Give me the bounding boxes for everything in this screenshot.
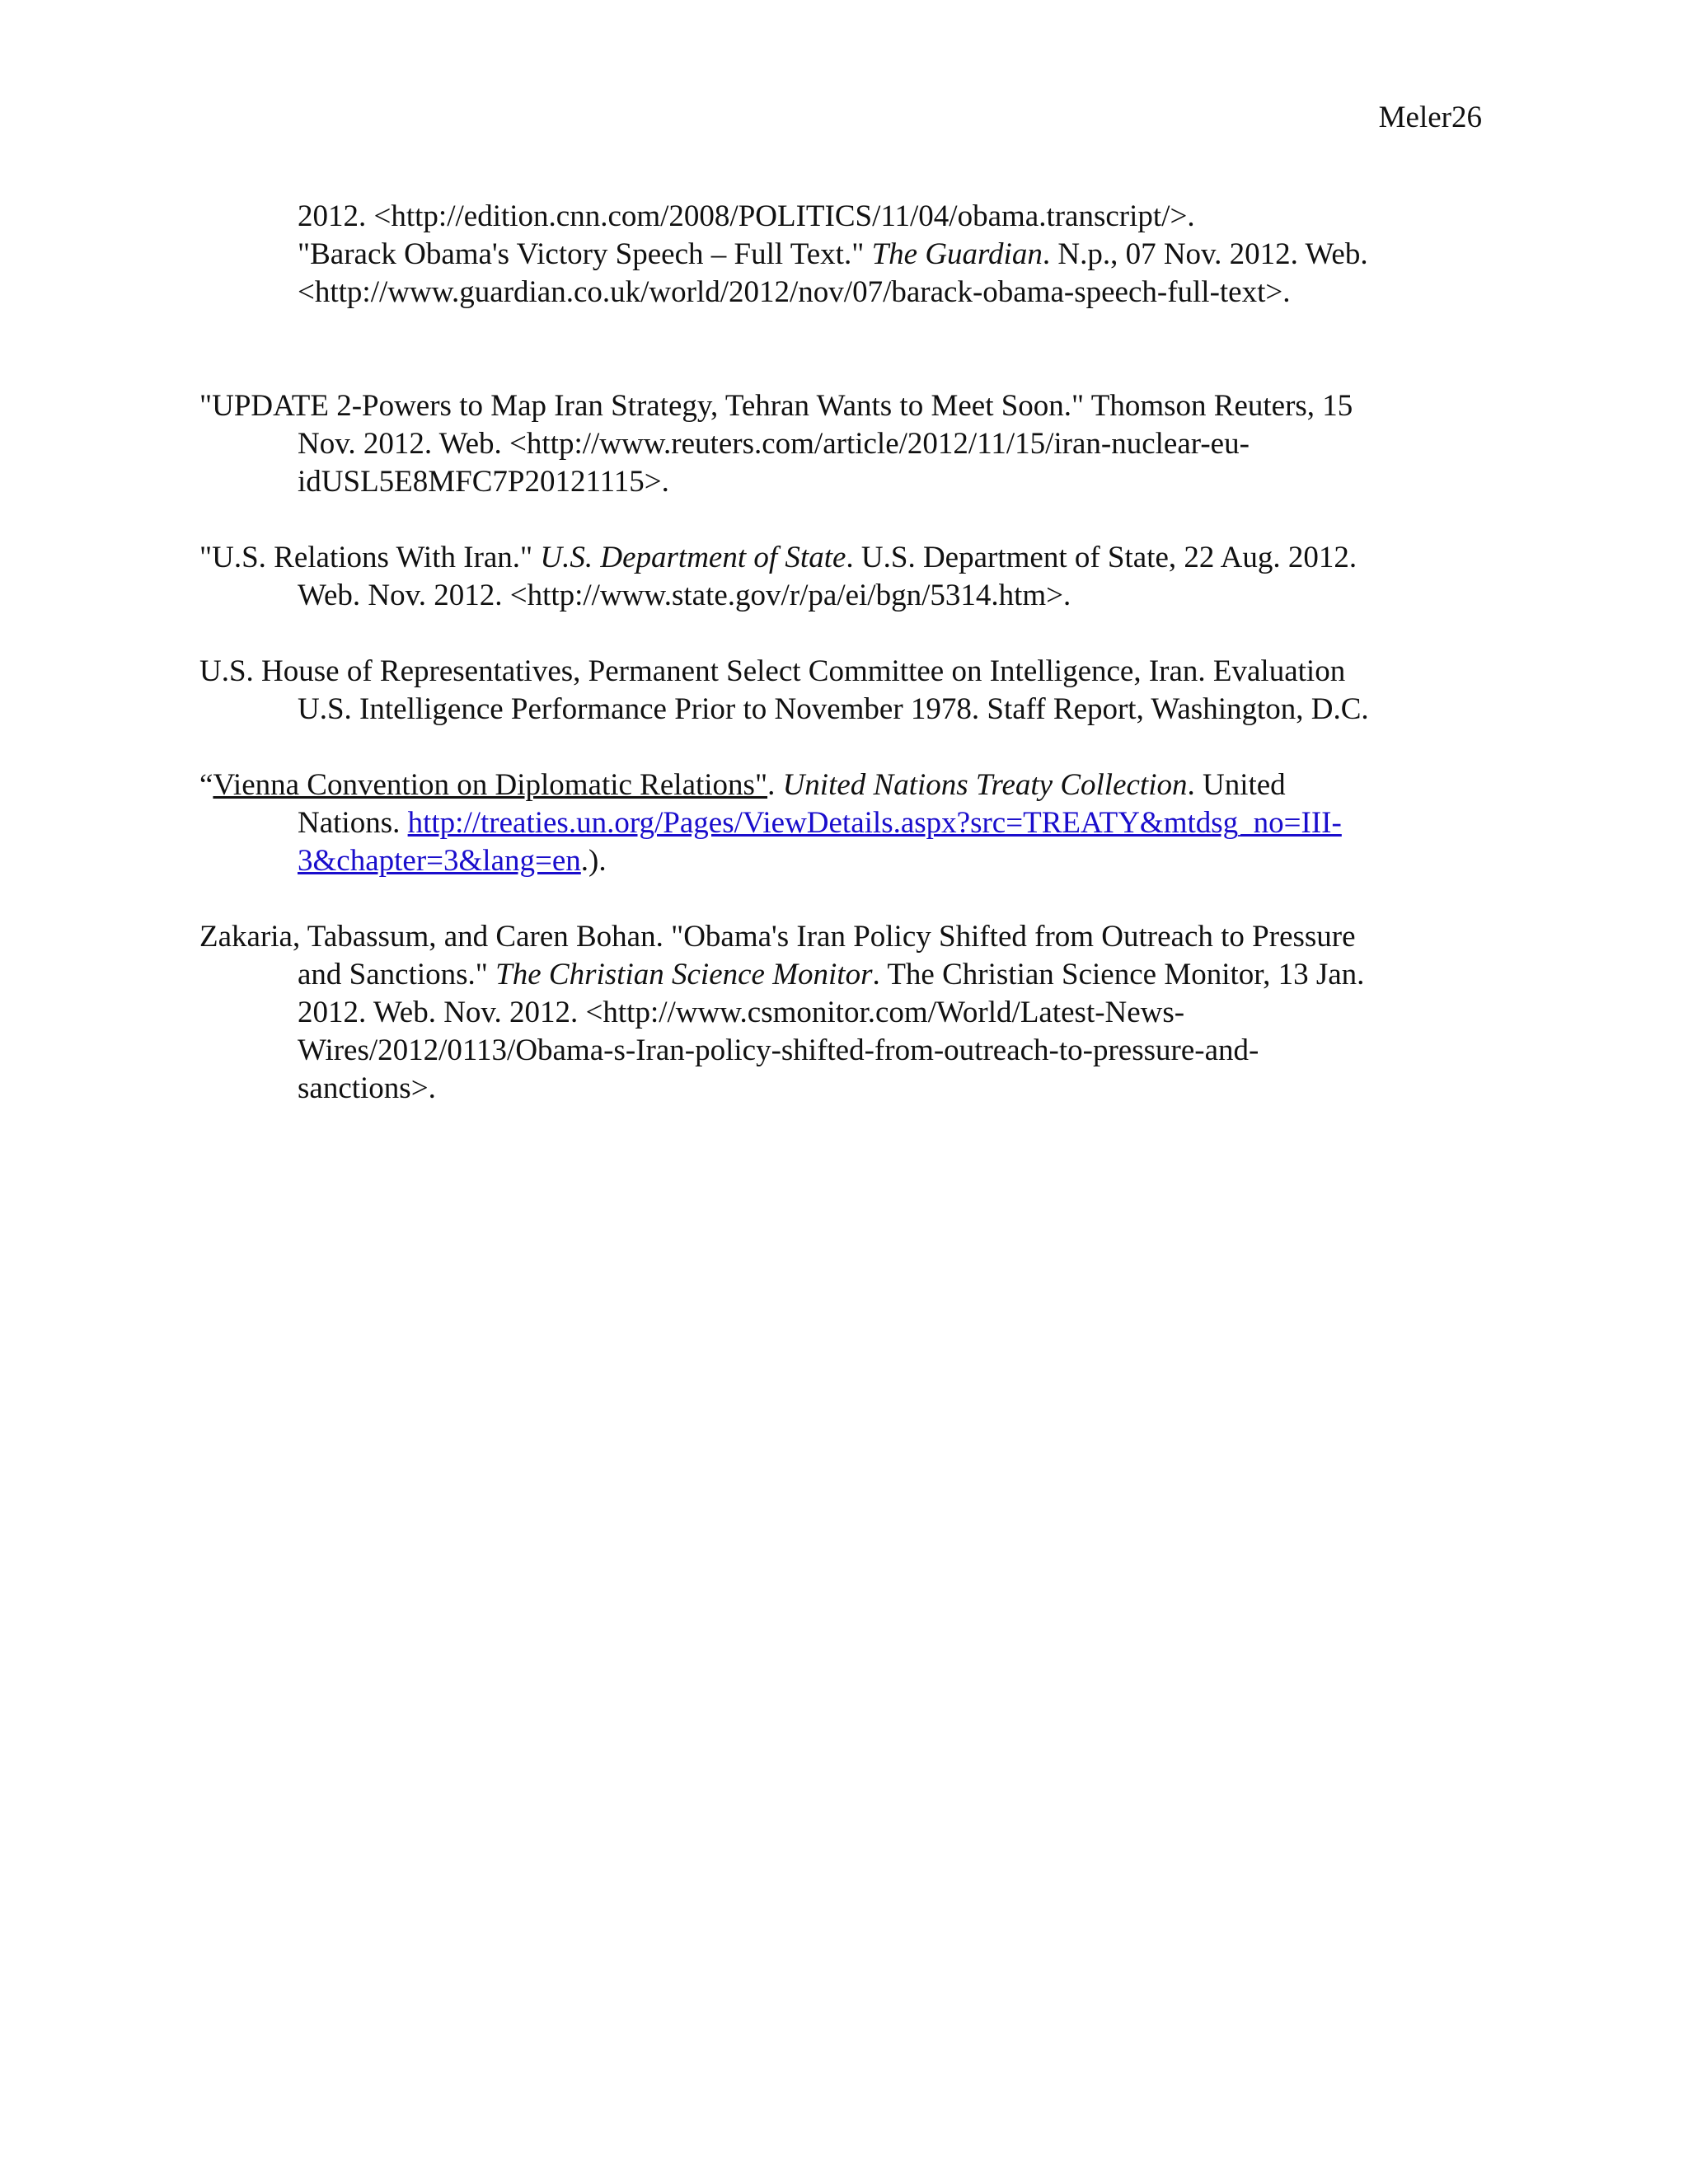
citation-zakaria-source: The Christian Science Monitor	[495, 958, 873, 991]
citation-zakaria-prefix: and Sanctions."	[298, 958, 496, 991]
citation-guardian-line1	[298, 236, 1482, 274]
citation-reuters-line1: "UPDATE 2-Powers to Map Iran Strategy, Tehran Wants to Meet Soon." Thomson Reuters, 15	[199, 389, 1353, 423]
citation-house-line1: U.S. House of Representatives, Permanent Select Committee on Intelligence, Iran. Evaluation	[199, 654, 1346, 688]
citation-state-line1	[199, 539, 1482, 577]
citation-vienna-rest: . United	[1187, 768, 1286, 802]
citation-reuters	[199, 387, 1482, 501]
citation-vienna-line2	[298, 804, 1482, 842]
citation-vienna-line1	[199, 766, 1482, 804]
citation-state-line2: Web. Nov. 2012. <http://www.state.gov/r/pa/ei/bgn/5314.htm>.	[298, 579, 1071, 612]
citation-house-line2: U.S. Intelligence Performance Prior to November 1978. Staff Report, Washington, D.C.	[298, 692, 1369, 726]
citation-vienna	[199, 766, 1482, 880]
vienna-treaty-link-cont[interactable]: 3&chapter=3&lang=en	[298, 844, 581, 878]
citation-vienna-sep: .	[767, 768, 783, 802]
works-cited-list	[199, 198, 1482, 1108]
citation-guardian-source: The Guardian	[871, 237, 1043, 271]
citation-zakaria-line2	[298, 956, 1482, 994]
citation-guardian-rest: . N.p., 07 Nov. 2012. Web.	[1042, 237, 1368, 271]
citation-state-title: "U.S. Relations With Iran."	[199, 541, 541, 574]
citation-guardian-title: "Barack Obama's Victory Speech – Full Text."	[298, 237, 872, 271]
citation-house	[199, 653, 1482, 729]
citation-state-source: U.S. Department of State	[540, 541, 846, 574]
vienna-treaty-link[interactable]: http://treaties.un.org/Pages/ViewDetails.aspx?src=TREATY&mtdsg_no=III-	[407, 806, 1342, 840]
citation-vienna-source: United Nations Treaty Collection	[782, 768, 1188, 802]
page-header: Meler26	[1378, 101, 1482, 134]
citation-zakaria-rest: . The Christian Science Monitor, 13 Jan.	[872, 958, 1365, 991]
citation-zakaria-line1: Zakaria, Tabassum, and Caren Bohan. "Obama's Iran Policy Shifted from Outreach to Pressure	[199, 920, 1356, 954]
citation-state-department	[199, 539, 1482, 615]
citation-guardian-url: <http://www.guardian.co.uk/world/2012/nov/07/barack-obama-speech-full-text>.	[298, 275, 1291, 309]
citation-state-rest: . U.S. Department of State, 22 Aug. 2012.	[846, 541, 1357, 574]
citation-zakaria	[199, 918, 1482, 1108]
citation-vienna-open-quote: “	[199, 768, 213, 802]
citation-reuters-line2: Nov. 2012. Web. <http://www.reuters.com/article/2012/11/15/iran-nuclear-eu-	[298, 427, 1250, 461]
continuation-line-cnn: 2012. <http://edition.cnn.com/2008/POLITICS/11/04/obama.transcript/>.	[298, 199, 1195, 233]
citation-zakaria-line3: 2012. Web. Nov. 2012. <http://www.csmonitor.com/World/Latest-News-	[298, 996, 1185, 1029]
citation-vienna-tail: .).	[580, 844, 607, 878]
citation-vienna-prefix: Nations.	[298, 806, 408, 840]
citation-zakaria-line5: sanctions>.	[298, 1071, 436, 1105]
citation-vienna-title: Vienna Convention on Diplomatic Relations"	[213, 768, 768, 802]
citation-vienna-line3	[298, 842, 1482, 880]
citation-zakaria-line4: Wires/2012/0113/Obama-s-Iran-policy-shifted-from-outreach-to-pressure-and-	[298, 1033, 1259, 1067]
citation-reuters-line3: idUSL5E8MFC7P20121115>.	[298, 465, 669, 499]
